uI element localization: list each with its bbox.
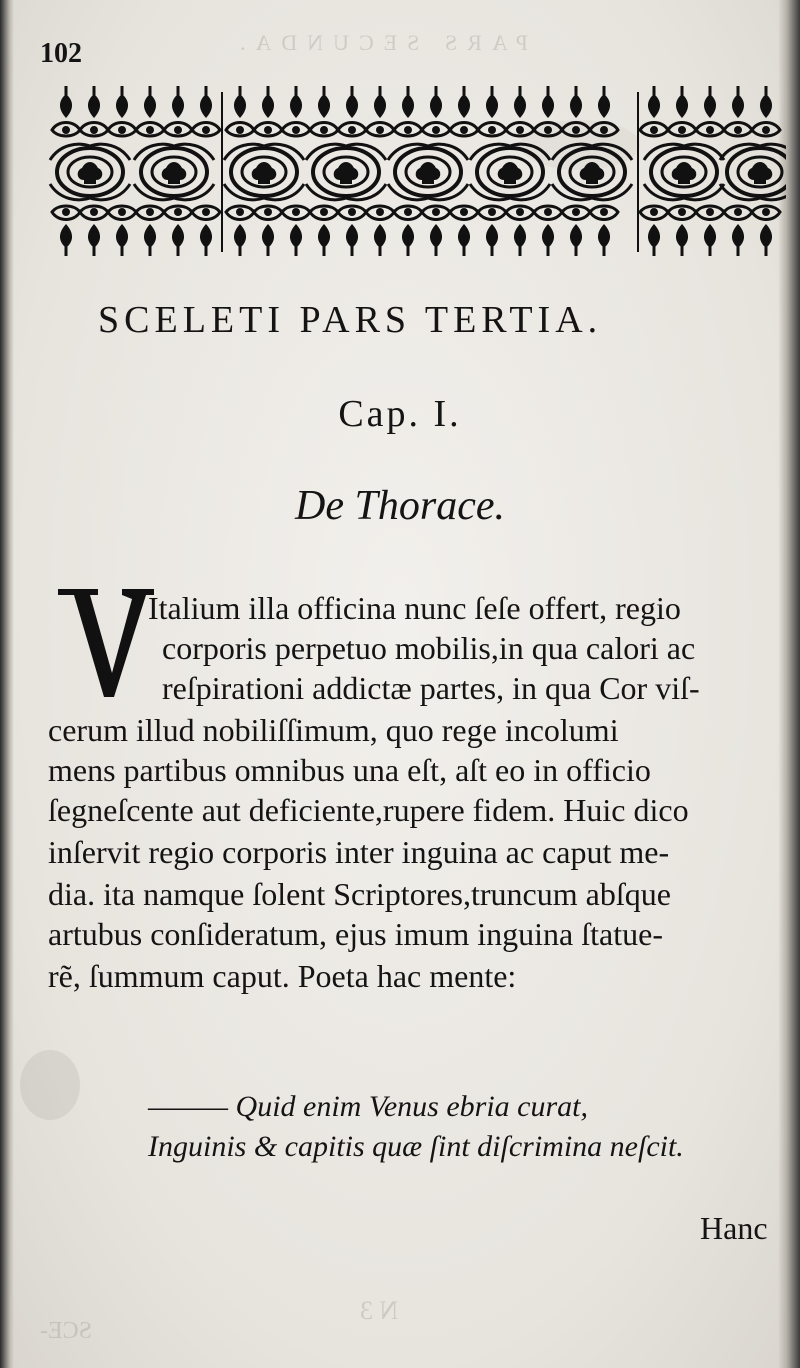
text-line: corporis perpetuo mobilis,in qua calori ac (162, 630, 696, 666)
text-line: mens partibus omnibus una eſt, aſt eo in officio (48, 752, 651, 788)
verse-line: ——— Quid enim Venus ebria curat, (148, 1090, 588, 1123)
bleed-through-footer-left: SCE- (40, 1318, 93, 1344)
page-number: 102 (40, 38, 82, 69)
section-title: SCELETI PARS TERTIA. (98, 299, 603, 341)
text-line: reſpirationi addictæ partes, in qua Cor viſ- (162, 670, 700, 706)
text-line: Italium illa officina nunc ſeſe offert, regio (148, 590, 681, 626)
ornamental-headpiece (44, 86, 786, 258)
text-line: artubus conſideratum, ejus imum inguina ſtatue- (48, 916, 663, 952)
text-line: cerum illud nobiliſſimum, quo rege incolumi (48, 712, 619, 748)
verse-line: Inguinis & capitis quæ ſint diſcrimina neſcit. (148, 1130, 684, 1163)
text-line: dia. ita namque ſolent Scriptores,truncum abſque (48, 876, 671, 912)
drop-cap-letter (56, 585, 156, 700)
text-line: ſegneſcente aut deficiente,rupere fidem. Huic dico (48, 792, 689, 828)
chapter-subtitle: De Thorace. (295, 483, 505, 529)
page-stain (20, 1050, 80, 1120)
text-line: rẽ, ſummum caput. Poeta hac mente: (48, 958, 517, 994)
chapter-heading: Cap. I. (338, 393, 462, 435)
bleed-through-header: PARS SECUNDA. (230, 30, 528, 55)
catchword: Hanc (700, 1210, 768, 1246)
bleed-through-footer: N 3 (360, 1296, 399, 1325)
text-line: inſervit regio corporis inter inguina ac caput me- (48, 834, 670, 870)
page-edge-left (0, 0, 14, 1368)
